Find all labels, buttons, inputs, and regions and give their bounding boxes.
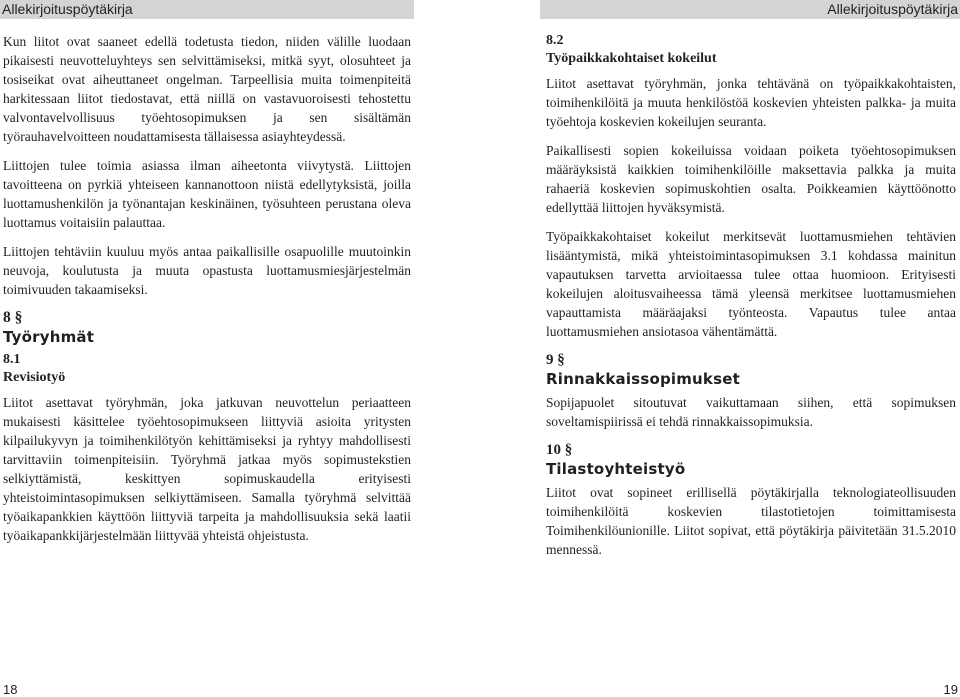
section-10-number: 10 § <box>546 442 573 458</box>
subsection-8-2-number: 8.2 <box>546 33 564 48</box>
right-header-bar <box>540 0 960 19</box>
page-number-right: 19 <box>943 682 958 697</box>
right-page <box>480 0 960 697</box>
subsection-8-1-number: 8.1 <box>3 352 21 367</box>
body-paragraph: Liittojen tulee toimia asiassa ilman aiheetonta viivytystä. Liittojen tavoitteena on pyrkiä yhteiseen kannanottoon niistä edellytyksistä, joilla luottamushenkilön ja työnantajan keskinäinen, työsuhteen perustana oleva luottamus voitaisiin palauttaa. <box>3 158 411 230</box>
section-10-text: Liitot ovat sopineet erillisellä pöytäkirjalla teknologiateollisuuden toimihenkilöitä koskevien tilastotietojen toimittamisesta Toimihenkilöunionille. Liitot sopivat, että pöytäkirja päivitetään 31.5.2010 mennessä. <box>546 485 956 557</box>
section-9-number: 9 § <box>546 352 565 368</box>
subsection-8-2-title: Työpaikkakohtaiset kokeilut <box>546 51 717 66</box>
right-column <box>546 32 956 569</box>
left-column <box>3 32 411 555</box>
section-9-text: Sopijapuolet sitoutuvat vaikuttamaan siihen, että sopimuksen soveltamispiirissä ei tehdä rinnakkaissopimuksia. <box>546 395 956 429</box>
body-paragraph: Liittojen tehtäviin kuuluu myös antaa paikallisille osapuolille muutoinkin neuvoja, koulutusta ja muuta opastusta luottamusmiesjärjestelmän toimivuuden takaamiseksi. <box>3 244 411 297</box>
subsection-8-1-title: Revisiotyö <box>3 370 66 385</box>
right-header-title: Allekirjoituspöytäkirja <box>827 1 958 17</box>
page-number-left: 18 <box>3 682 18 697</box>
body-paragraph: Paikallisesti sopien kokeiluissa voidaan poiketa työehtosopimuksen määräyksistä kaikkien toimihenkilöille maksettavia palkka ja muita rahaeriä koskevien sopimuskohtien osalta. Poikkeamien käyttöönotto edellyttää liittojen hyväksymistä. <box>546 143 956 215</box>
section-8-title: Työryhmät <box>3 328 95 346</box>
section-10-title: Tilastoyhteistyö <box>546 460 686 478</box>
left-header-title: Allekirjoituspöytäkirja <box>2 1 133 17</box>
body-paragraph: Kun liitot ovat saaneet edellä todetusta tiedon, niiden välille luodaan pikaisesti neuvotteluyhteys sen selvittämiseksi, mitkä syyt, olosuhteet ja tosiseikat ovat aiheuttaneet ongelman. Tarpeellisia muita toimenpiteitä harkitessaan liitot tiedostavat, että niillä on vastavuoroisesti tehostettu valvontavelvollisuus työehtosopimuksen ja sen sisältämän työrauhavelvoitteen noudattamisesta tällaisessa asiayhteydessä. <box>3 34 411 144</box>
section-9-title: Rinnakkaissopimukset <box>546 370 740 388</box>
left-header-bar <box>0 0 414 19</box>
body-paragraph: Työpaikkakohtaiset kokeilut merkitsevät luottamusmiehen tehtävien lisääntymistä, mikä yhteistoimintasopimuksen 3.1 kohdassa mainitun vapautuksen tarvetta arvioitaessa tulee ottaa huomioon. Erityisesti kokeilujen aloitusvaiheessa tämä yleensä merkitsee luottamusmiehen vapauttamista määräajaksi työnteosta. Vapautus tulee antaa luottamusmiehen ansiotasoa vähentämättä. <box>546 229 956 339</box>
section-8-number: 8 § <box>3 309 23 326</box>
body-paragraph: Liitot asettavat työryhmän, jonka tehtävänä on työpaikkakohtaisten, toimihenkilöitä ja muuta henkilöstöä koskevien yhteisten palkka- ja muita työehtoja koskevien kokeilujen seuranta. <box>546 76 956 129</box>
subsection-8-1-text: Liitot asettavat työryhmän, joka jatkuvan neuvottelun periaatteen mukaisesti käsittelee työehtosopimukseen liittyviä asioita yritysten kilpailukyvyn ja toimihenkilötyön kehittämiseksi ja ryhtyy mahdollisesti tarvittaviin toimenpiteisiin. Työryhmä jatkaa myös sopimustekstien selkiyttämistä, keskittyen sopimuskaudella erityisesti yhteistoimintasopimuksen selkiyttämiseen. Samalla työryhmä selvittää työaikapankkien käyttöön liittyviä tarpeita ja mahdollisuuksia sekä laatii työaikapankkijärjestelmään liittyvää yhteistä ohjeistusta. <box>3 395 411 543</box>
